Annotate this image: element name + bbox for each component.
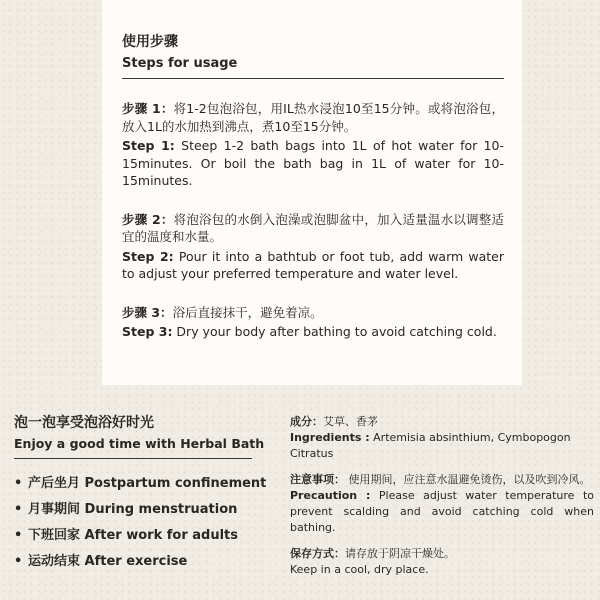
precaution-value-en: Please adjust water temperature to prevent scalding and avoid catching cold when bathing. [290,489,594,534]
usage-divider [122,78,504,79]
step-3-en [122,323,504,341]
precaution-label-cn: 注意事项： [290,473,345,486]
enjoy-section [14,414,276,575]
use-case-label: 运动结束 After exercise [28,554,188,569]
storage-value-cn: 请存放于阴凉干燥处。 [345,547,455,560]
storage-cn [290,546,594,562]
precaution-cn [290,472,594,488]
ingredients-cn [290,414,594,430]
step-2-text-cn: 将泡浴包的水倒入泡澡或泡脚盆中，加入适量温水以调整适宜的温度和水量。 [122,211,504,244]
enjoy-divider [14,458,252,459]
bullet-icon: • [14,528,23,543]
use-case-label: 下班回家 After work for adults [28,528,238,543]
enjoy-title-cn: 泡一泡享受泡浴好时光 [14,415,154,431]
step-2-en [122,248,504,283]
product-info [290,414,594,588]
use-case-list [14,471,276,575]
usage-card [102,0,522,385]
step-3-cn [122,304,504,322]
use-case-label: 月事期间 During menstruation [28,502,238,517]
step-1-en [122,137,504,190]
list-item [14,523,276,549]
step-3-text-cn: 浴后直接抹干，避免着凉。 [172,304,323,320]
list-item [14,497,276,523]
step-1-text-cn: 将1-2包泡浴包，用IL热水浸泡10至15分钟。或将泡浴包，放入1L的水加热到沸点，煮10至15分钟。 [122,101,504,134]
precaution-label-en: Precaution : [290,489,371,502]
step-1-label-en: Step 1: [122,138,175,153]
step-2-cn [122,211,504,246]
ingredients-en [290,430,594,462]
ingredients-label-en: Ingredients : [290,431,370,444]
step-3-text-en: Dry your body after bathing to avoid catching cold. [172,324,497,339]
step-3 [122,304,504,341]
ingredients-block [290,414,594,462]
step-3-label-en: Step 3: [122,324,173,339]
step-1 [122,100,504,190]
use-case-label: 产后坐月 Postpartum confinement [28,476,267,491]
storage-en: Keep in a cool, dry place. [290,563,429,576]
precaution-value-cn: 使用期间，应注意水温避免烫伤，以及吹到冷风。 [345,473,591,486]
ingredients-value-cn: 艾草、香茅 [323,415,378,428]
step-3-label-cn: 步骤 3： [122,304,173,320]
step-1-cn [122,100,504,135]
bullet-icon: • [14,554,23,569]
bullet-icon: • [14,476,23,491]
ingredients-label-cn: 成分： [290,415,323,428]
step-2-label-cn: 步骤 2： [122,211,174,227]
list-item [14,471,276,497]
precaution-en [290,488,594,536]
step-2-text-en: Pour it into a bathtub or foot tub, add warm water to adjust your preferred temperature and water level. [122,248,504,281]
enjoy-title-en: Enjoy a good time with Herbal Bath [14,436,265,451]
step-2-label-en: Step 2: [122,248,174,264]
storage-label-cn: 保存方式： [290,547,345,560]
ingredients-value-en: Artemisia absinthium, Cymbopogon Citratus [290,431,571,460]
usage-content [122,33,504,341]
usage-title-cn: 使用步骤 [122,34,178,50]
step-1-text-en: Steep 1-2 bath bags into 1L of hot water for 10-15minutes. Or boil the bath bag in 1L of water for 10-15minutes. [122,138,504,188]
usage-title-en: Steps for usage [122,56,238,71]
precaution-block [290,472,594,536]
step-2 [122,211,504,283]
storage-block [290,546,594,578]
step-1-label-cn: 步骤 1： [122,101,174,116]
list-item [14,549,276,575]
bullet-icon: • [14,502,23,517]
